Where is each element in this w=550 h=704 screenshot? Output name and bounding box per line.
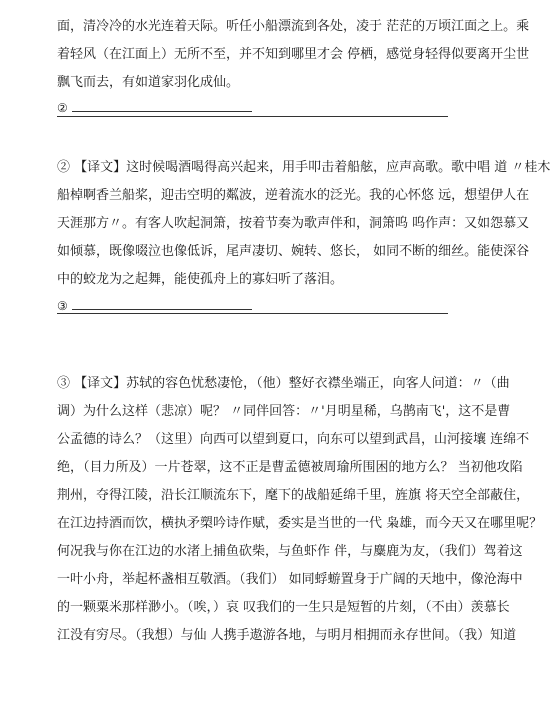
answer-marker: ③: [57, 299, 68, 313]
text-line: 江没有穷尽。（我想）与仙 人携手遨游各地，与明月相拥而永存世间。（我）知道: [57, 628, 517, 643]
text-line: 天涯那方〃。有客人吹起洞箫，按着节奏为歌声伴和，洞箫呜 呜作声：又如怨慕又: [57, 216, 530, 231]
answer-blank: [72, 101, 252, 112]
text-line: ③ 【译文】苏轼的容色忧愁凄怆，（他）整好衣襟坐端正，向客人问道：〃（曲: [57, 376, 510, 391]
text-line: 绝，（目力所及）一片苍翠，这不正是曹孟德被周瑜所围困的地方么？ 当初他攻陷: [57, 460, 523, 475]
text-line: 何况我与你在江边的水渚上捕鱼砍柴，与鱼虾作 伴，与麋鹿为友，（我们）驾着这: [57, 544, 523, 559]
text-line: 荆州，夺得江陵，沿长江顺流东下，麾下的战船延绵千里，旌旗 将天空全部蔽住，: [57, 488, 530, 503]
text-line: 如倾慕，既像啜泣也像低诉，尾声凄切、婉转、悠长， 如同不断的细丝。能使深谷: [57, 244, 530, 259]
text-line: 在江边持酒而饮，横执矛槊吟诗作赋，委实是当世的一代 枭雄，而今天又在哪里呢？: [57, 516, 543, 531]
text-line: 公孟德的诗么？（这里）向西可以望到夏口，向东可以望到武昌，山河接壤 连绵不: [57, 432, 530, 447]
text-line: 船棹啊香兰船桨，迎击空明的粼波，逆着流水的泛光。我的心怀悠 远，想望伊人在: [57, 188, 530, 203]
text-line: 一叶小舟，举起杯盏相互敬酒。（我们） 如同蜉蝣置身于广阔的天地中，像沧海中: [57, 572, 523, 587]
text-line: 飘飞而去，有如道家羽化成仙。: [57, 75, 240, 90]
text-line: 调）为什么这样（悲凉）呢？ 〃同伴回答：〃'月明星稀，乌鹊南飞'，这不是曹: [57, 404, 511, 419]
answer-line-2: [57, 101, 252, 115]
answer-marker: ②: [57, 101, 68, 115]
text-line: 着轻风（在江面上）无所不至，并不知到哪里才会 停栖，感觉身轻得似要离开尘世: [57, 47, 530, 62]
text-line: 中的蛟龙为之起舞，能使孤舟上的寡妇听了落泪。: [57, 272, 344, 287]
divider-line: [57, 313, 448, 314]
text-line: ② 【译文】这时候喝酒喝得高兴起来，用手叩击着船舷，应声高歌。歌中唱 道 〃桂木: [57, 160, 550, 175]
text-line: 面，清冷冷的水光连着天际。听任小船漂流到各处，凌于 茫茫的万顷江面之上。乘: [57, 19, 530, 34]
text-line: 的一颗粟米那样渺小。（唉，）哀 叹我们的一生只是短暂的片刻，（不由）羡慕长: [57, 600, 510, 615]
answer-line-3: [57, 299, 252, 313]
answer-blank: [72, 299, 252, 310]
divider-line: [57, 116, 448, 117]
